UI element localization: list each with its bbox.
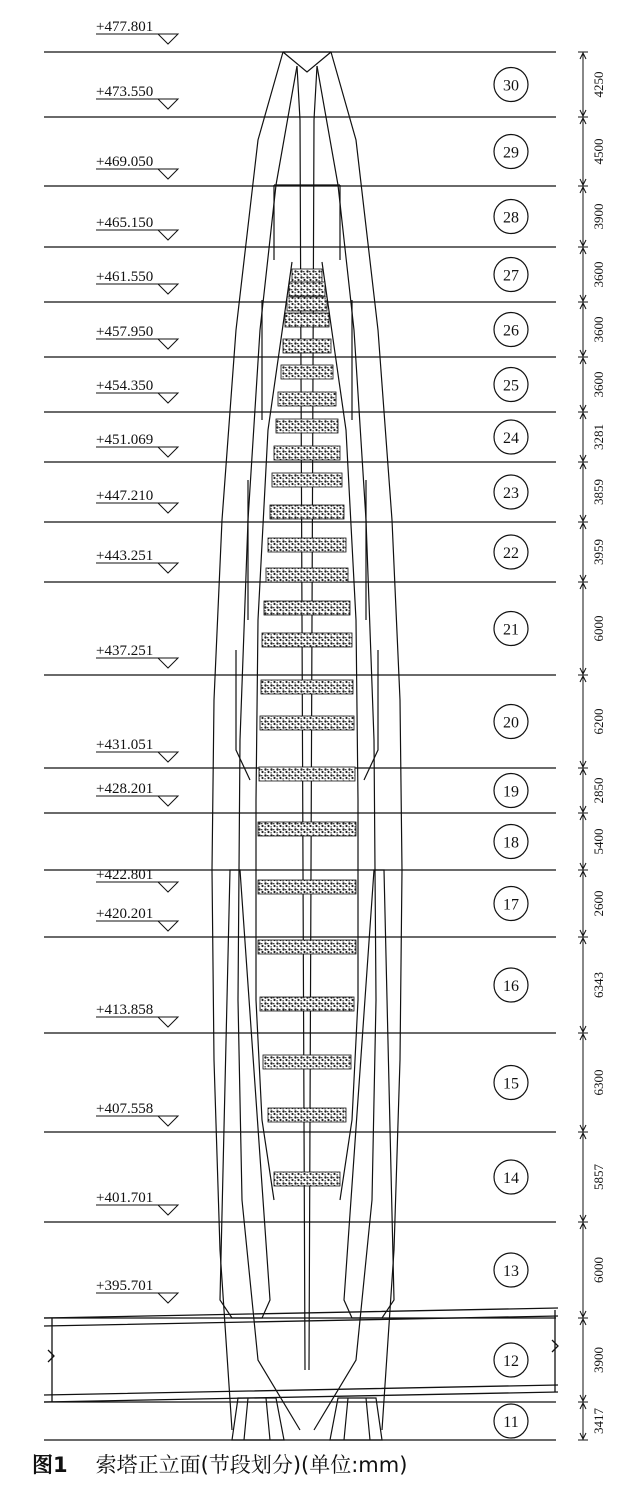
segment-number: 14 bbox=[503, 1170, 519, 1187]
elevation-label: +420.201 bbox=[96, 906, 154, 922]
segment-marker bbox=[494, 1404, 528, 1438]
hatched-diaphragm bbox=[289, 282, 325, 296]
dimension-item bbox=[580, 413, 606, 461]
dimension-item bbox=[580, 118, 606, 185]
segment-marker bbox=[494, 535, 528, 569]
dimension-value: 3859 bbox=[591, 479, 606, 505]
elevation-label: +473.550 bbox=[96, 84, 154, 100]
segment-number: 29 bbox=[503, 144, 519, 162]
elevation-label: +469.050 bbox=[96, 154, 154, 170]
elevation-triangle-icon bbox=[158, 503, 178, 513]
segment-number: 30 bbox=[503, 77, 519, 95]
segment-number: 12 bbox=[503, 1353, 519, 1370]
elevation-triangle-icon bbox=[158, 169, 178, 179]
main-girder bbox=[44, 1308, 558, 1402]
elevation-label: +447.210 bbox=[96, 488, 154, 504]
dimension-item bbox=[580, 53, 606, 116]
elevation-marker bbox=[96, 1002, 178, 1027]
elevation-label: +477.801 bbox=[96, 19, 154, 35]
hatched-diaphragm bbox=[281, 365, 333, 379]
dimension-value: 6000 bbox=[591, 1257, 606, 1283]
elevation-marker bbox=[96, 19, 178, 44]
dimension-item bbox=[580, 358, 606, 411]
elevation-marker bbox=[96, 781, 178, 806]
elevation-marker bbox=[96, 432, 178, 457]
segment-marker bbox=[494, 774, 528, 808]
left-outer-leg bbox=[212, 52, 283, 1430]
dimension-value: 3900 bbox=[591, 1347, 606, 1373]
segment-number: 20 bbox=[503, 714, 519, 732]
elevation-label: +454.350 bbox=[96, 378, 154, 394]
elevation-label: +428.201 bbox=[96, 781, 154, 797]
elevation-marker bbox=[96, 548, 178, 573]
dimension-chain bbox=[578, 52, 606, 1440]
dimension-value: 3600 bbox=[591, 371, 606, 398]
segment-marker bbox=[494, 313, 528, 347]
elevation-marker bbox=[96, 867, 178, 892]
dimension-item bbox=[580, 871, 606, 936]
hatched-diaphragm bbox=[261, 680, 353, 694]
segment-number: 11 bbox=[503, 1414, 519, 1431]
elevation-marker bbox=[96, 154, 178, 179]
elevation-triangle-icon bbox=[158, 796, 178, 806]
hatched-diaphragm bbox=[268, 1108, 346, 1122]
segment-marker bbox=[494, 200, 528, 234]
dimension-item bbox=[580, 814, 606, 869]
elevation-marker bbox=[96, 1101, 178, 1126]
elevation-marker bbox=[96, 84, 178, 109]
segment-marker bbox=[494, 135, 528, 169]
elevation-label: +461.550 bbox=[96, 269, 154, 285]
dimension-item bbox=[580, 1319, 606, 1401]
segment-marker bbox=[494, 420, 528, 454]
hatched-diaphragm bbox=[263, 1055, 351, 1069]
hatched-diaphragm bbox=[268, 538, 346, 552]
caption-text: 索塔正立面(节段划分)(单位:mm) bbox=[95, 1453, 408, 1477]
hatched-diaphragm bbox=[283, 339, 331, 353]
elevation-triangle-icon bbox=[158, 1116, 178, 1126]
segment-marker bbox=[494, 612, 528, 646]
segment-marker bbox=[494, 475, 528, 509]
dimension-value: 3600 bbox=[591, 261, 606, 288]
figure-caption bbox=[0, 1449, 630, 1479]
dimension-value: 3417 bbox=[591, 1408, 606, 1434]
dimension-value: 2850 bbox=[591, 777, 606, 804]
dimension-item bbox=[580, 303, 606, 356]
segment-number: 13 bbox=[503, 1263, 519, 1280]
elevation-triangle-icon bbox=[158, 1205, 178, 1215]
elevation-label: +465.150 bbox=[96, 215, 154, 231]
elevation-triangle-icon bbox=[158, 393, 178, 403]
dimension-value: 3959 bbox=[591, 539, 606, 565]
elevation-label: +443.251 bbox=[96, 548, 154, 564]
elevation-label: +407.558 bbox=[96, 1101, 154, 1117]
segment-marker bbox=[494, 1343, 528, 1377]
elevation-label: +437.251 bbox=[96, 643, 154, 659]
segment-number: 25 bbox=[503, 377, 519, 395]
segment-marker bbox=[494, 825, 528, 859]
elevation-marker bbox=[96, 378, 178, 403]
dimension-value: 4500 bbox=[591, 138, 606, 165]
dimension-item bbox=[580, 769, 606, 812]
dimension-item bbox=[580, 523, 606, 581]
segment-number: 19 bbox=[503, 783, 519, 801]
segment-number: 18 bbox=[503, 834, 519, 852]
segment-number: 27 bbox=[503, 267, 519, 285]
dimension-item bbox=[580, 248, 606, 301]
dimension-value: 3900 bbox=[591, 203, 606, 230]
dimension-value: 6000 bbox=[591, 615, 606, 642]
dimension-item bbox=[580, 583, 606, 674]
hatched-diaphragm bbox=[260, 997, 354, 1011]
segment-number: 15 bbox=[503, 1075, 519, 1093]
segment-marker bbox=[494, 887, 528, 921]
elevation-marker bbox=[96, 488, 178, 513]
elevation-triangle-icon bbox=[158, 99, 178, 109]
left-base-block bbox=[232, 1398, 284, 1440]
elevation-triangle-icon bbox=[158, 284, 178, 294]
tower-top bbox=[283, 52, 331, 72]
hatched-diaphragm bbox=[258, 822, 356, 836]
dimension-item bbox=[580, 1133, 606, 1221]
segment-number: 22 bbox=[503, 545, 519, 562]
right-outer-leg bbox=[331, 52, 402, 1430]
elevation-triangle-icon bbox=[158, 230, 178, 240]
hatched-diaphragm bbox=[278, 392, 336, 406]
segment-number: 26 bbox=[503, 322, 519, 340]
dimension-value: 3600 bbox=[591, 316, 606, 343]
segment-marker bbox=[494, 68, 528, 102]
elevation-triangle-icon bbox=[158, 447, 178, 457]
segment-marker bbox=[494, 1253, 528, 1287]
segment-marker bbox=[494, 258, 528, 292]
elevation-label: +457.950 bbox=[96, 324, 154, 340]
dimension-item bbox=[580, 938, 606, 1032]
hatched-diaphragm bbox=[262, 633, 352, 647]
hatched-diaphragm bbox=[272, 473, 342, 487]
dimension-value: 5400 bbox=[591, 828, 606, 855]
segment-marker bbox=[494, 368, 528, 402]
elevation-marker bbox=[96, 643, 178, 668]
segment-number: 24 bbox=[503, 430, 519, 447]
elevation-marker bbox=[96, 1278, 178, 1303]
dimension-item bbox=[580, 1403, 606, 1439]
elevation-triangle-icon bbox=[158, 1293, 178, 1303]
elevation-triangle-icon bbox=[158, 882, 178, 892]
tower-outline bbox=[212, 52, 402, 1440]
segment-number: 21 bbox=[503, 621, 519, 639]
elevation-label: +422.801 bbox=[96, 867, 154, 883]
caption-label: 图1 bbox=[32, 1453, 68, 1477]
elevation-label: +413.858 bbox=[96, 1002, 154, 1018]
segment-marker bbox=[494, 968, 528, 1002]
hatched-diaphragm bbox=[260, 716, 354, 730]
dimension-value: 3281 bbox=[591, 424, 606, 450]
elevation-marker bbox=[96, 1190, 178, 1215]
hatched-diaphragm bbox=[287, 297, 327, 311]
hatched-diaphragm bbox=[264, 601, 350, 615]
elevation-label: +431.051 bbox=[96, 737, 154, 753]
segment-number: 16 bbox=[503, 978, 519, 995]
hatched-diaphragm bbox=[259, 767, 355, 781]
hatched-diaphragm bbox=[276, 419, 338, 433]
elevation-triangle-icon bbox=[158, 339, 178, 349]
elevation-triangle-icon bbox=[158, 658, 178, 668]
dimension-item bbox=[580, 187, 606, 246]
dimension-value: 6200 bbox=[591, 708, 606, 735]
segment-numbers bbox=[494, 68, 528, 1439]
dimension-value: 6300 bbox=[591, 1069, 606, 1096]
hatched-diaphragm bbox=[285, 313, 329, 327]
elevation-label: +395.701 bbox=[96, 1278, 154, 1294]
elevation-marker bbox=[96, 269, 178, 294]
elevation-triangle-icon bbox=[158, 34, 178, 44]
elevation-label: +401.701 bbox=[96, 1190, 154, 1206]
elevation-label: +451.069 bbox=[96, 432, 154, 448]
right-base-block bbox=[330, 1398, 382, 1440]
hatched-diaphragm bbox=[292, 269, 322, 283]
dimension-value: 6343 bbox=[591, 972, 606, 998]
elevation-triangle-icon bbox=[158, 563, 178, 573]
segment-marker bbox=[494, 1066, 528, 1100]
segment-number: 17 bbox=[503, 896, 519, 914]
segment-marker bbox=[494, 1160, 528, 1194]
hatched-diaphragms bbox=[258, 269, 356, 1186]
hatched-diaphragm bbox=[270, 505, 344, 519]
elevation-triangle-icon bbox=[158, 752, 178, 762]
dimension-item bbox=[580, 1223, 606, 1317]
hatched-diaphragm bbox=[274, 446, 340, 460]
elevation-triangle-icon bbox=[158, 1017, 178, 1027]
segment-marker bbox=[494, 705, 528, 739]
dimension-value: 5857 bbox=[591, 1164, 606, 1190]
elevation-marker bbox=[96, 324, 178, 349]
elevation-marker bbox=[96, 737, 178, 762]
elevation-marker bbox=[96, 215, 178, 240]
dimension-item bbox=[580, 676, 606, 767]
elevation-labels bbox=[96, 19, 178, 1303]
hatched-diaphragm bbox=[258, 940, 356, 954]
dimension-value: 4250 bbox=[591, 71, 606, 98]
hatched-diaphragm bbox=[266, 568, 348, 582]
dimension-value: 2600 bbox=[591, 890, 606, 917]
elevation-marker bbox=[96, 906, 178, 931]
dimension-item bbox=[580, 463, 606, 521]
segment-number: 23 bbox=[503, 485, 519, 502]
dimension-item bbox=[580, 1034, 606, 1131]
segment-number: 28 bbox=[503, 209, 519, 227]
hatched-diaphragm bbox=[274, 1172, 340, 1186]
elevation-triangle-icon bbox=[158, 921, 178, 931]
hatched-diaphragm bbox=[258, 880, 356, 894]
